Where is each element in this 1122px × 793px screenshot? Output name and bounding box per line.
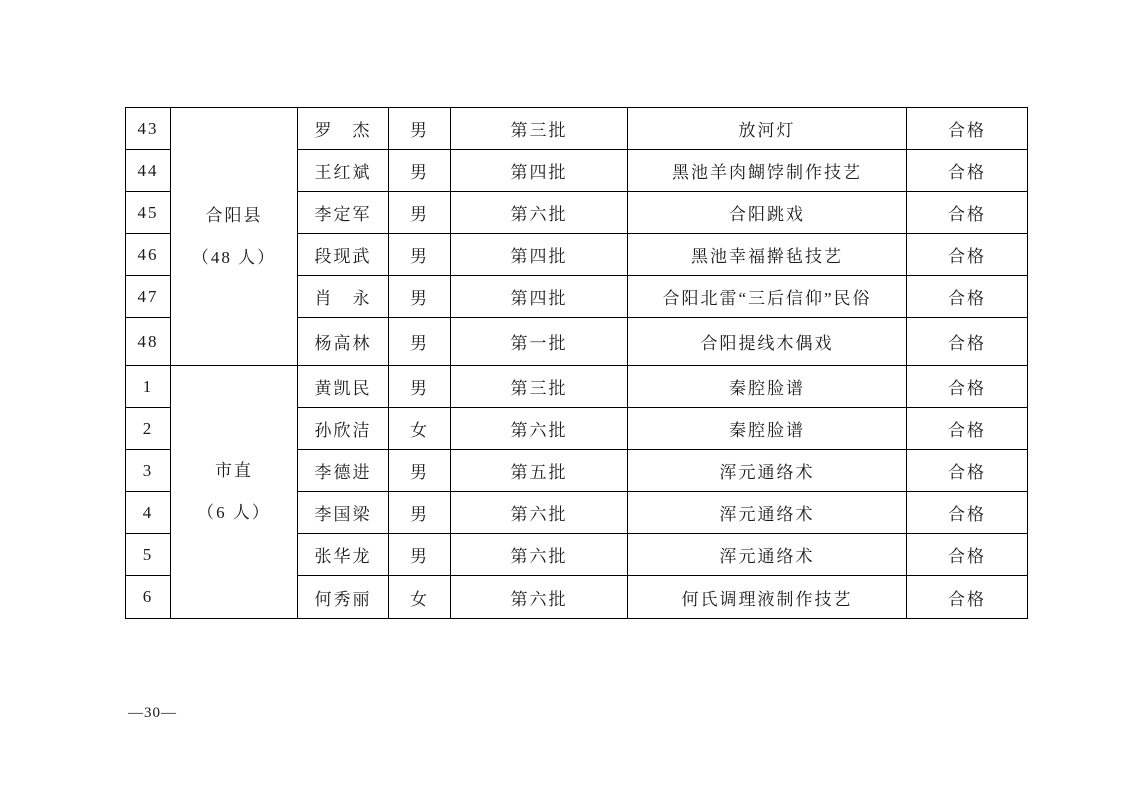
cell-serial: 4 [126, 492, 171, 534]
cell-name: 王红斌 [298, 150, 389, 192]
cell-batch: 第六批 [451, 576, 628, 619]
page-number: —30— [128, 705, 177, 721]
cell-gender: 男 [389, 150, 451, 192]
cell-gender: 男 [389, 192, 451, 234]
cell-name: 李德进 [298, 450, 389, 492]
cell-result: 合格 [907, 576, 1028, 619]
cell-result: 合格 [907, 492, 1028, 534]
cell-project: 放河灯 [628, 108, 907, 150]
region-count: （6 人） [197, 503, 271, 522]
cell-project: 秦腔脸谱 [628, 366, 907, 408]
cell-project: 合阳提线木偶戏 [628, 318, 907, 366]
cell-name: 何秀丽 [298, 576, 389, 619]
cell-gender: 女 [389, 576, 451, 619]
cell-project: 浑元通络术 [628, 492, 907, 534]
cell-name: 杨高林 [298, 318, 389, 366]
cell-result: 合格 [907, 318, 1028, 366]
cell-result: 合格 [907, 150, 1028, 192]
cell-name: 李定军 [298, 192, 389, 234]
cell-batch: 第五批 [451, 450, 628, 492]
cell-gender: 男 [389, 450, 451, 492]
region-name: 市直 [215, 461, 253, 480]
cell-serial: 44 [126, 150, 171, 192]
cell-gender: 男 [389, 276, 451, 318]
cell-result: 合格 [907, 450, 1028, 492]
cell-project: 黑池羊肉餬饽制作技艺 [628, 150, 907, 192]
cell-batch: 第六批 [451, 534, 628, 576]
region-count: （48 人） [191, 247, 277, 267]
cell-batch: 第四批 [451, 276, 628, 318]
cell-gender: 女 [389, 408, 451, 450]
cell-serial: 47 [126, 276, 171, 318]
cell-serial: 6 [126, 576, 171, 619]
cell-name: 段现武 [298, 234, 389, 276]
cell-batch: 第三批 [451, 366, 628, 408]
cell-batch: 第三批 [451, 108, 628, 150]
region-name: 合阳县 [205, 205, 263, 225]
cell-result: 合格 [907, 234, 1028, 276]
cell-serial: 2 [126, 408, 171, 450]
cell-gender: 男 [389, 534, 451, 576]
cell-gender: 男 [389, 108, 451, 150]
cell-batch: 第四批 [451, 150, 628, 192]
cell-batch: 第四批 [451, 234, 628, 276]
cell-result: 合格 [907, 366, 1028, 408]
cell-name: 李国梁 [298, 492, 389, 534]
cell-project: 浑元通络术 [628, 534, 907, 576]
cell-batch: 第六批 [451, 492, 628, 534]
cell-serial: 48 [126, 318, 171, 366]
cell-project: 浑元通络术 [628, 450, 907, 492]
cell-result: 合格 [907, 192, 1028, 234]
cell-name: 肖 永 [298, 276, 389, 318]
cell-gender: 男 [389, 492, 451, 534]
cell-result: 合格 [907, 408, 1028, 450]
cell-project: 秦腔脸谱 [628, 408, 907, 450]
cell-result: 合格 [907, 108, 1028, 150]
cell-serial: 43 [126, 108, 171, 150]
table-row [126, 108, 1028, 150]
cell-name: 罗 杰 [298, 108, 389, 150]
cell-serial: 45 [126, 192, 171, 234]
cell-gender: 男 [389, 366, 451, 408]
cell-gender: 男 [389, 318, 451, 366]
cell-serial: 3 [126, 450, 171, 492]
cell-project: 黑池幸福擀毡技艺 [628, 234, 907, 276]
region-cell [171, 366, 298, 619]
cell-project: 合阳北雷“三后信仰”民俗 [628, 276, 907, 318]
cell-project: 合阳跳戏 [628, 192, 907, 234]
cell-serial: 1 [126, 366, 171, 408]
inheritors-table [125, 107, 1028, 619]
cell-result: 合格 [907, 534, 1028, 576]
cell-result: 合格 [907, 276, 1028, 318]
cell-batch: 第六批 [451, 408, 628, 450]
cell-project: 何氏调理液制作技艺 [628, 576, 907, 619]
cell-batch: 第六批 [451, 192, 628, 234]
table-row [126, 366, 1028, 408]
cell-serial: 5 [126, 534, 171, 576]
cell-name: 孙欣洁 [298, 408, 389, 450]
cell-name: 张华龙 [298, 534, 389, 576]
cell-gender: 男 [389, 234, 451, 276]
cell-serial: 46 [126, 234, 171, 276]
cell-batch: 第一批 [451, 318, 628, 366]
cell-name: 黄凯民 [298, 366, 389, 408]
region-cell [171, 108, 298, 366]
